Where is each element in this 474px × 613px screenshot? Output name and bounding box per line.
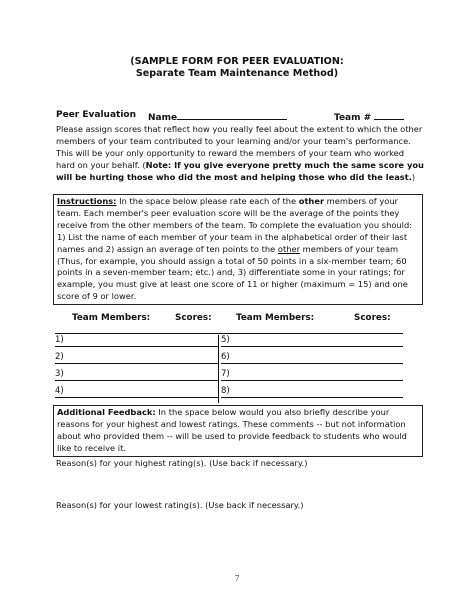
form-title-line2: Separate Team Maintenance Method): [135, 68, 339, 79]
right-row-8[interactable]: 8): [221, 385, 403, 398]
right-scores-header: Scores:: [354, 313, 391, 323]
instructions-text-1: In the space below please rate each of the: [116, 196, 299, 206]
right-row-6[interactable]: 6): [221, 351, 403, 364]
intro-text: Please assign scores that reflect how you really feel about the extent to which the other members of your team contributed to your learning and/or your team's performance. This will be your only opportunity to reward the members of your team who worked hard on your behalf. (: [56, 124, 423, 170]
instructions-label: Instructions:: [57, 196, 117, 206]
highest-rating-reason[interactable]: Reason(s) for your highest rating(s). (Use back if necessary.): [56, 458, 308, 468]
team-number-blank[interactable]: [374, 110, 404, 120]
instructions-box: [53, 194, 423, 305]
right-row-5[interactable]: 5): [221, 334, 403, 347]
feedback-box: [53, 405, 423, 457]
intro-note: Note: If you give everyone pretty much the same score you will be hurting those who did the most and helping those who did the least.: [56, 159, 424, 182]
left-members-header: Team Members:: [72, 313, 151, 323]
feedback-label: Additional Feedback:: [57, 407, 156, 417]
form-title-line1: (SAMPLE FORM FOR PEER EVALUATION:: [130, 56, 344, 67]
right-row-7[interactable]: 7): [221, 368, 403, 381]
intro-paragraph: [56, 124, 424, 184]
left-row-1[interactable]: 1): [55, 334, 218, 347]
left-scores-header: Scores:: [175, 313, 212, 323]
name-field[interactable]: [148, 110, 287, 123]
intro-close: ): [411, 171, 416, 182]
page-number: 7: [234, 574, 240, 583]
team-number-field[interactable]: [334, 110, 404, 123]
feedback-text: In the space below would you also briefly describe your reasons for your highest and lowest ratings. These comments -- but not information about who provided them -- will be used to provide feedback to students who would like to receive it.: [57, 407, 407, 453]
name-label: Name: [148, 113, 178, 123]
name-blank[interactable]: [177, 110, 287, 120]
right-members-header: Team Members:: [236, 313, 315, 323]
left-row-4[interactable]: 4): [55, 385, 218, 398]
team-number-label: Team #: [334, 113, 372, 123]
left-row-2[interactable]: 2): [55, 351, 218, 364]
instructions-text-2: members of your team. Each member's peer evaluation score will be the average of the points they receive from the other members of the team. To complete the evaluation you should: 1) List the name of each member of your team in the alphabetical order of their last names and 2) assign an average of ten points to the: [57, 196, 413, 254]
lowest-rating-reason[interactable]: Reason(s) for your lowest rating(s). (Use back if necessary.): [56, 500, 304, 510]
instructions-other-bold: other: [298, 196, 325, 206]
table-divider: [218, 335, 219, 403]
instructions-other-underlined: other: [277, 243, 301, 254]
peer-evaluation-label: Peer Evaluation: [56, 110, 137, 120]
left-row-3[interactable]: 3): [55, 368, 218, 381]
instructions-text-3: members of your team (Thus, for example, you should assign a total of 50 points in a six-member team; 60 points in a seven-member team; etc.) and, 3) differentiate some in your ratings; for example, you must give at least one score of 11 or higher (maximum = 15) and one score of 9 or lower.: [57, 243, 408, 302]
